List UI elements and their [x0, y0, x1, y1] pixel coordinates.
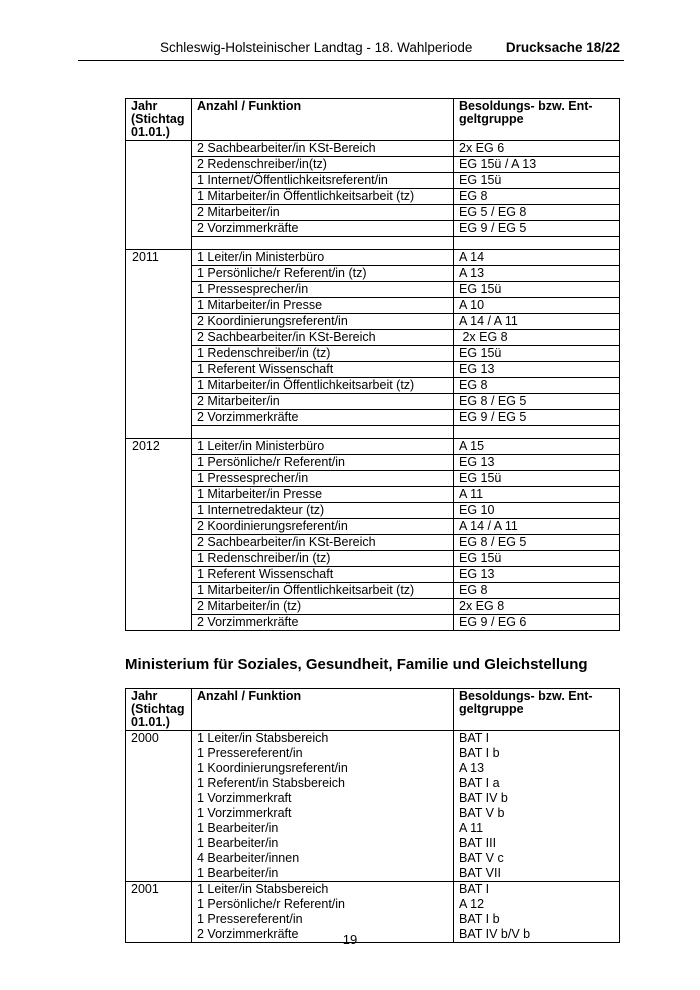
function-cell: 1 Internetredakteur (tz): [192, 503, 454, 519]
grade-line: BAT IV b: [459, 791, 508, 805]
grade-line: BAT I a: [459, 776, 500, 790]
grade-cell: EG 15ü: [454, 173, 620, 189]
page-header: [78, 38, 624, 61]
year-cell: [126, 583, 192, 599]
function-cell: 1 Pressesprecher/in: [192, 282, 454, 298]
function-line: 1 Bearbeiter/in: [197, 866, 279, 880]
function-line: 1 Koordinierungsreferent/in: [197, 761, 348, 775]
grade-cell: [454, 731, 620, 882]
table-row: [126, 362, 620, 378]
function-line: 1 Vorzimmerkraft: [197, 806, 292, 820]
table-row: [126, 298, 620, 314]
column-header-year: Jahr (Stichtag 01.01.): [126, 689, 192, 731]
grade-line: BAT III: [459, 836, 497, 850]
table-row: [126, 378, 620, 394]
column-header-year: Jahr (Stichtag 01.01.): [126, 99, 192, 141]
grade-line: BAT V c: [459, 851, 504, 865]
year-cell: [126, 503, 192, 519]
grade-line: A 12: [459, 897, 485, 911]
function-cell: 1 Persönliche/r Referent/in (tz): [192, 266, 454, 282]
grade-cell: 2x EG 6: [454, 141, 620, 157]
grade-cell: EG 15ü: [454, 471, 620, 487]
table-row: [126, 551, 620, 567]
grade-cell: EG 9 / EG 5: [454, 221, 620, 237]
table-row: [126, 237, 620, 250]
table-row: [126, 173, 620, 189]
function-cell: 1 Referent Wissenschaft: [192, 362, 454, 378]
year-cell: [126, 282, 192, 298]
table-row: [126, 471, 620, 487]
grade-line: BAT V b: [459, 806, 505, 820]
grade-cell: EG 5 / EG 8: [454, 205, 620, 221]
column-header-function: Anzahl / Funktion: [192, 689, 454, 731]
page-number: 19: [342, 932, 358, 947]
column-header-function: Anzahl / Funktion: [192, 99, 454, 141]
function-line: 1 Referent/in Stabsbereich: [197, 776, 346, 790]
function-cell: 2 Mitarbeiter/in (tz): [192, 599, 454, 615]
grade-cell: EG 15ü / A 13: [454, 157, 620, 173]
table-row: [126, 567, 620, 583]
grade-line: BAT I: [459, 882, 490, 896]
table-row: [126, 410, 620, 426]
function-cell: 2 Sachbearbeiter/in KSt-Bereich: [192, 330, 454, 346]
table-row: [126, 615, 620, 631]
grade-line: BAT I b: [459, 746, 500, 760]
grade-line: A 11: [459, 821, 484, 835]
year-cell: [126, 314, 192, 330]
column-header-grade: Besoldungs- bzw. Ent- geltgruppe: [454, 689, 620, 731]
function-line: 1 Bearbeiter/in: [197, 821, 279, 835]
function-cell: 1 Persönliche/r Referent/in: [192, 455, 454, 471]
function-cell: 1 Leiter/in Ministerbüro: [192, 439, 454, 455]
grade-cell: [454, 426, 620, 439]
grade-cell: [454, 237, 620, 250]
function-cell: 1 Pressesprecher/in: [192, 471, 454, 487]
year-cell: 2011: [126, 250, 192, 266]
section-heading: Ministerium für Soziales, Gesundheit, Familie und Gleichstellung: [125, 656, 588, 673]
year-cell: [126, 157, 192, 173]
grade-cell: EG 8: [454, 583, 620, 599]
function-line: 2 Vorzimmerkräfte: [197, 927, 299, 941]
table-header-row: [126, 99, 620, 141]
table-row: [126, 487, 620, 503]
staff-table-1: [125, 98, 620, 631]
function-cell: 2 Vorzimmerkräfte: [192, 410, 454, 426]
grade-cell: EG 10: [454, 503, 620, 519]
grade-cell: A 15: [454, 439, 620, 455]
grade-cell: A 14 / A 11: [454, 314, 620, 330]
year-cell: [126, 189, 192, 205]
table-row: [126, 503, 620, 519]
grade-line: BAT I: [459, 731, 490, 745]
staff-table-2: [125, 688, 620, 943]
function-cell: 1 Mitarbeiter/in Presse: [192, 487, 454, 503]
grade-cell: EG 8 / EG 5: [454, 394, 620, 410]
year-cell: [126, 221, 192, 237]
table-row: [126, 426, 620, 439]
grade-cell: A 14: [454, 250, 620, 266]
year-cell: [126, 455, 192, 471]
table-row: [126, 455, 620, 471]
function-cell: 2 Koordinierungsreferent/in: [192, 314, 454, 330]
function-cell: 2 Vorzimmerkräfte: [192, 221, 454, 237]
year-cell: [126, 487, 192, 503]
function-cell: 1 Leiter/in Ministerbüro: [192, 250, 454, 266]
function-line: 1 Leiter/in Stabsbereich: [197, 731, 329, 745]
grade-cell: EG 15ü: [454, 346, 620, 362]
grade-cell: 2x EG 8: [454, 599, 620, 615]
year-cell: [126, 205, 192, 221]
year-cell: [126, 141, 192, 157]
grade-cell: EG 8 / EG 5: [454, 535, 620, 551]
year-cell: [126, 410, 192, 426]
year-cell: [126, 362, 192, 378]
year-cell: [126, 471, 192, 487]
table-row: [126, 346, 620, 362]
table-row: [126, 189, 620, 205]
function-line: 1 Pressereferent/in: [197, 746, 303, 760]
function-line: 4 Bearbeiter/innen: [197, 851, 300, 865]
year-cell: [126, 330, 192, 346]
year-cell: [126, 426, 192, 439]
grade-line: BAT IV b/V b: [459, 927, 531, 941]
function-line: 1 Pressereferent/in: [197, 912, 303, 926]
grade-cell: EG 15ü: [454, 551, 620, 567]
grade-line: A 13: [459, 761, 485, 775]
table-row: [126, 330, 620, 346]
table-row: [126, 519, 620, 535]
year-cell: [126, 266, 192, 282]
table-row: [126, 282, 620, 298]
grade-cell: A 11: [454, 487, 620, 503]
grade-cell: EG 13: [454, 362, 620, 378]
table-row: [126, 535, 620, 551]
function-cell: 2 Vorzimmerkräfte: [192, 615, 454, 631]
grade-cell: EG 8: [454, 378, 620, 394]
year-cell: 2001: [126, 882, 192, 943]
function-line: 1 Vorzimmerkraft: [197, 791, 292, 805]
year-cell: 2012: [126, 439, 192, 455]
year-cell: [126, 615, 192, 631]
function-cell: 1 Mitarbeiter/in Öffentlichkeitsarbeit (tz): [192, 378, 454, 394]
header-title: Schleswig-Holsteinischer Landtag - 18. Wahlperiode: [160, 40, 473, 55]
table-row: [126, 141, 620, 157]
function-cell: 2 Redenschreiber/in(tz): [192, 157, 454, 173]
function-line: 1 Leiter/in Stabsbereich: [197, 882, 329, 896]
document-reference: Drucksache 18/22: [505, 40, 620, 55]
grade-cell: EG 8: [454, 189, 620, 205]
function-cell: 1 Mitarbeiter/in Öffentlichkeitsarbeit (tz): [192, 583, 454, 599]
table-row: [126, 250, 620, 266]
function-line: 1 Persönliche/r Referent/in: [197, 897, 345, 911]
grade-cell: EG 13: [454, 455, 620, 471]
year-cell: [126, 378, 192, 394]
grade-cell: A 10: [454, 298, 620, 314]
column-header-grade: Besoldungs- bzw. Ent- geltgruppe: [454, 99, 620, 141]
year-cell: [126, 519, 192, 535]
grade-cell: EG 9 / EG 6: [454, 615, 620, 631]
year-cell: [126, 551, 192, 567]
table-row: [126, 731, 620, 882]
year-cell: [126, 298, 192, 314]
function-cell: 2 Mitarbeiter/in: [192, 205, 454, 221]
grade-cell: 2x EG 8: [454, 330, 620, 346]
function-cell: 1 Mitarbeiter/in Öffentlichkeitsarbeit (tz): [192, 189, 454, 205]
table-header-row: [126, 689, 620, 731]
function-cell: 1 Internet/Öffentlichkeitsreferent/in: [192, 173, 454, 189]
table-row: [126, 583, 620, 599]
year-cell: [126, 599, 192, 615]
year-cell: [126, 567, 192, 583]
grade-line: BAT I b: [459, 912, 500, 926]
function-cell: 1 Referent Wissenschaft: [192, 567, 454, 583]
function-cell: 2 Sachbearbeiter/in KSt-Bereich: [192, 535, 454, 551]
function-cell: [192, 731, 454, 882]
year-cell: [126, 173, 192, 189]
year-cell: [126, 535, 192, 551]
table-row: [126, 157, 620, 173]
year-cell: [126, 237, 192, 250]
table-row: [126, 394, 620, 410]
function-cell: 1 Redenschreiber/in (tz): [192, 346, 454, 362]
table-row: [126, 599, 620, 615]
table-row: [126, 314, 620, 330]
grade-cell: A 14 / A 11: [454, 519, 620, 535]
grade-line: BAT VII: [459, 866, 501, 880]
function-cell: 2 Sachbearbeiter/in KSt-Bereich: [192, 141, 454, 157]
year-cell: [126, 394, 192, 410]
function-cell: 1 Mitarbeiter/in Presse: [192, 298, 454, 314]
function-cell: [192, 237, 454, 250]
year-cell: 2000: [126, 731, 192, 882]
table-row: [126, 205, 620, 221]
grade-cell: EG 15ü: [454, 282, 620, 298]
table-row: [126, 266, 620, 282]
function-cell: [192, 426, 454, 439]
function-cell: 2 Mitarbeiter/in: [192, 394, 454, 410]
table-row: [126, 221, 620, 237]
grade-cell: EG 9 / EG 5: [454, 410, 620, 426]
grade-cell: A 13: [454, 266, 620, 282]
function-cell: 2 Koordinierungsreferent/in: [192, 519, 454, 535]
year-cell: [126, 346, 192, 362]
function-line: 1 Bearbeiter/in: [197, 836, 279, 850]
grade-cell: EG 13: [454, 567, 620, 583]
function-cell: 1 Redenschreiber/in (tz): [192, 551, 454, 567]
table-row: [126, 439, 620, 455]
